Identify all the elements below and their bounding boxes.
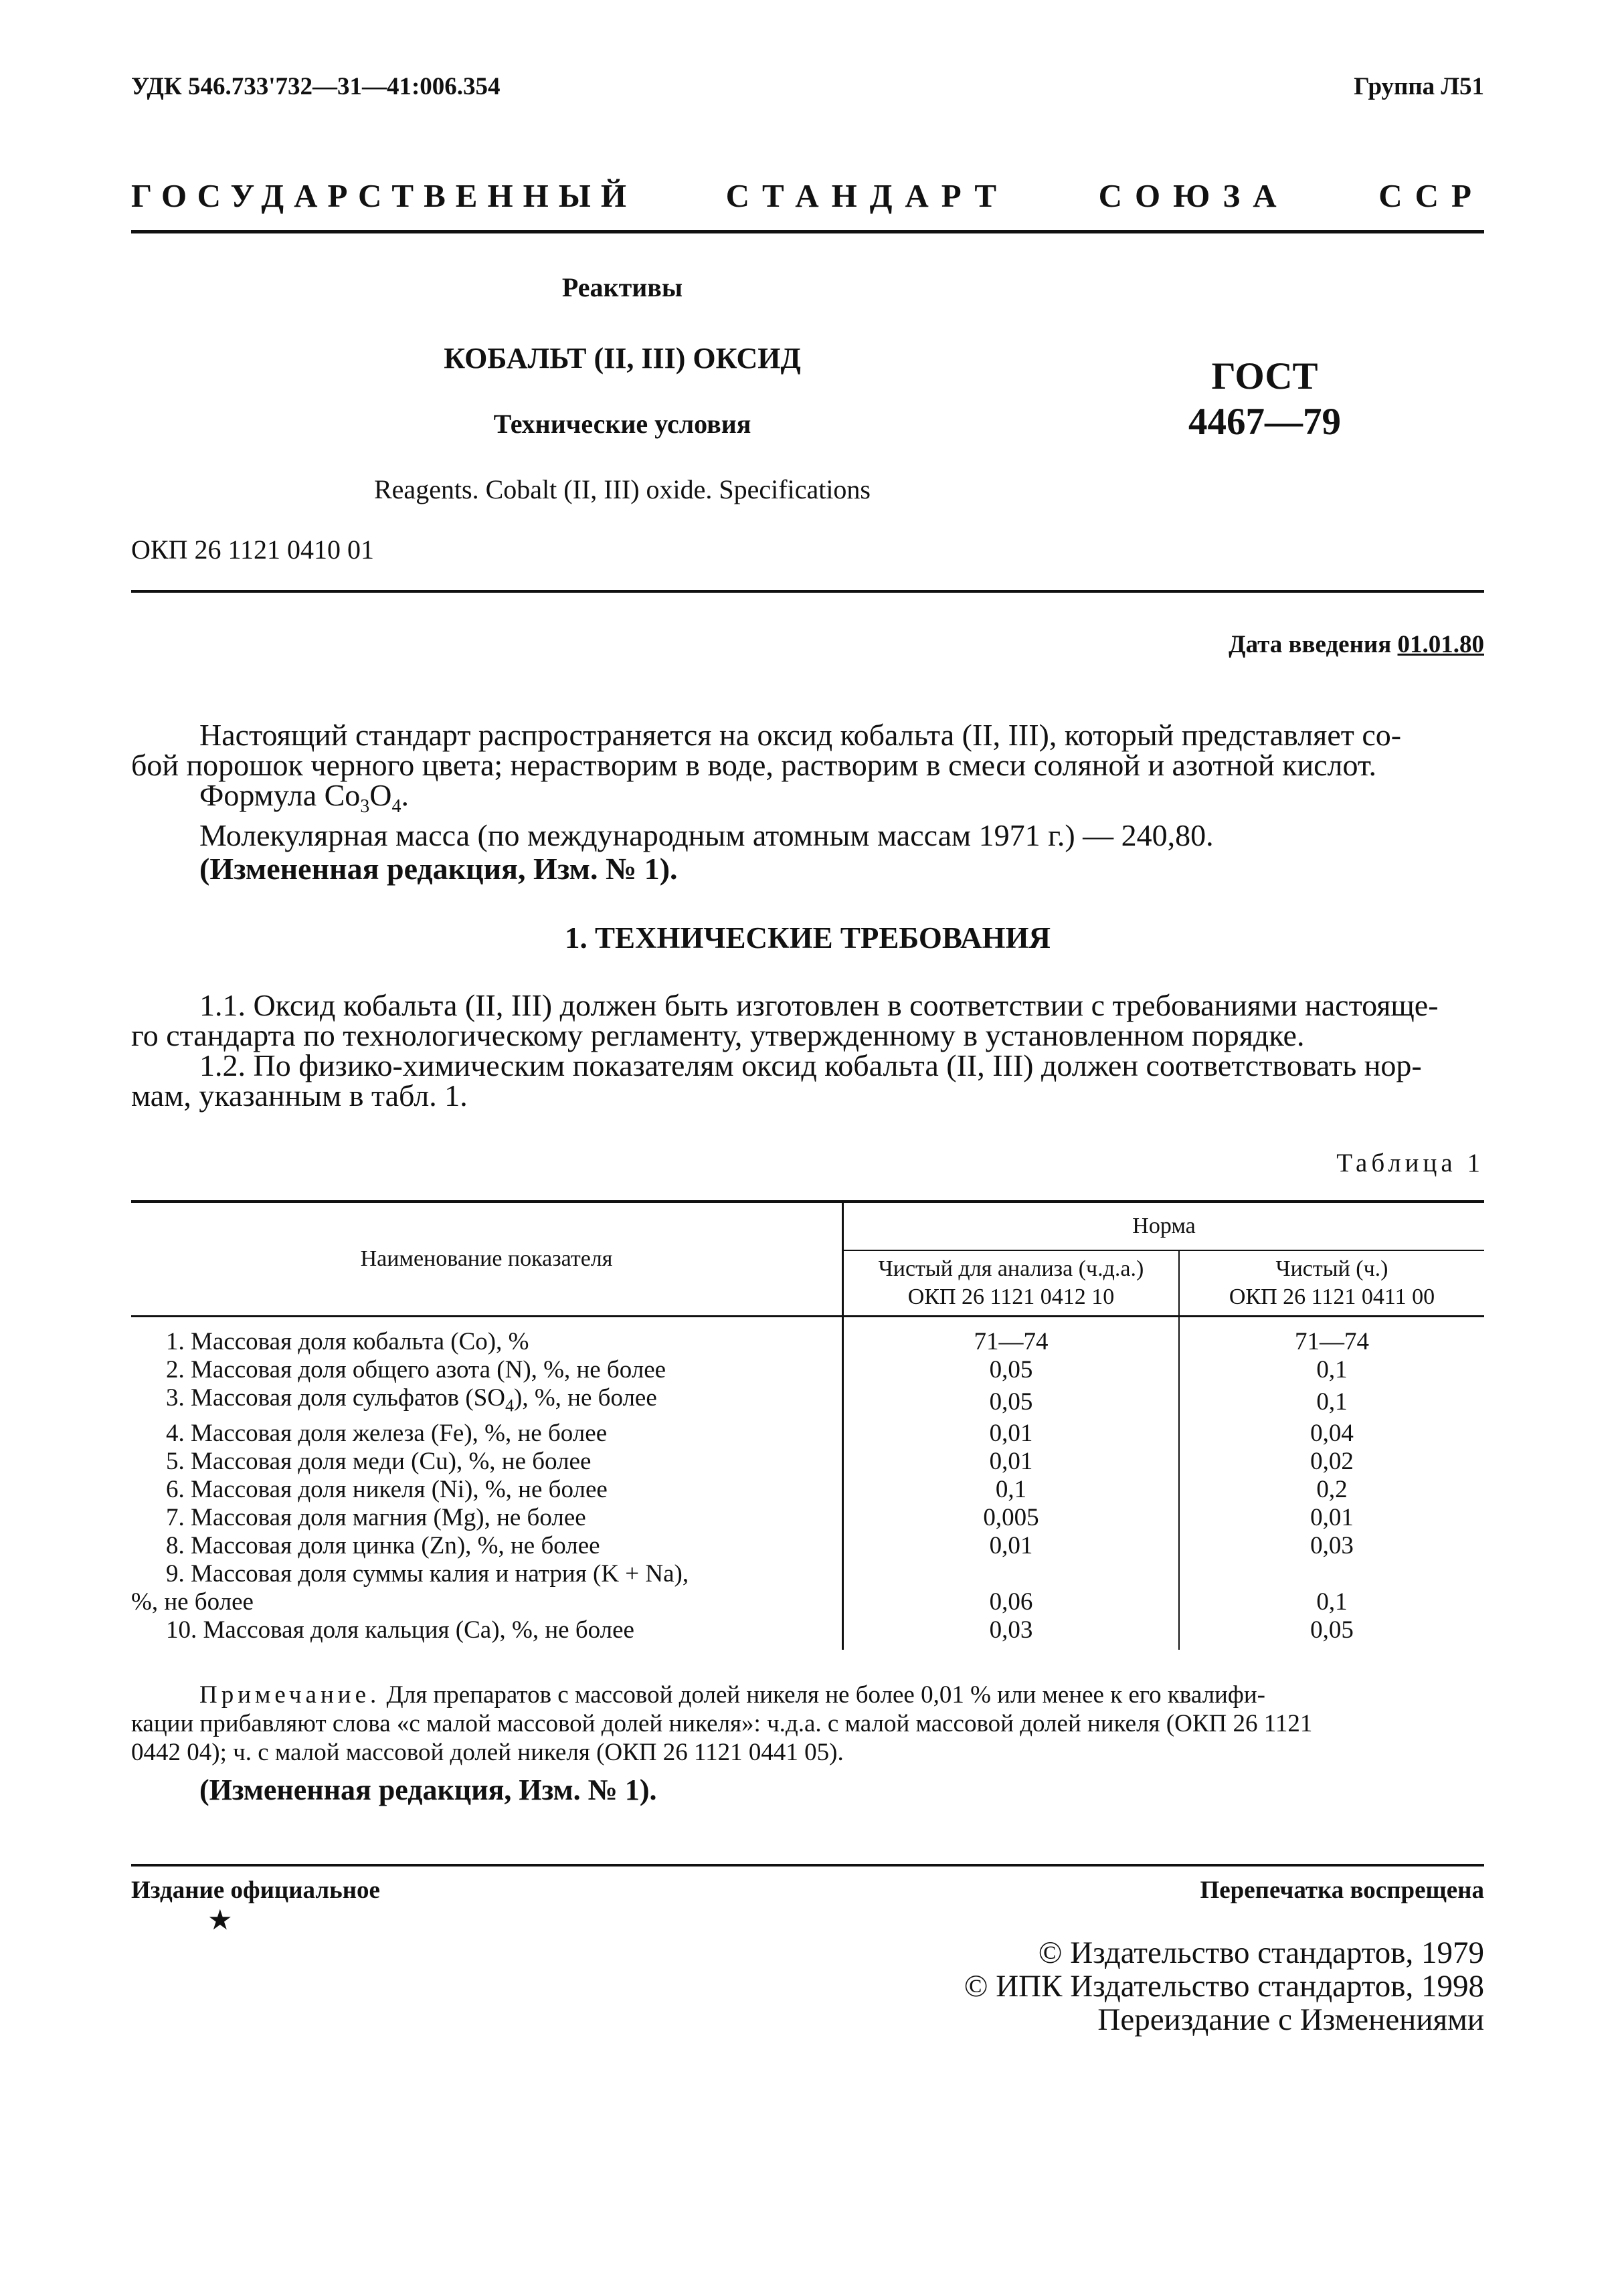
row-indicator: 9. Массовая доля суммы калия и натрия (K + Na), [166,1560,689,1588]
document-subtitle: Технические условия [493,409,751,439]
table-row [131,1532,1484,1560]
intro-amendment: (Измененная редакция, Изм. № 1). [199,852,678,886]
intro-date-value: 01.01.80 [1397,631,1484,658]
pure-grade-okp: ОКП 26 1121 0411 00 [1229,1284,1435,1309]
row-indicator-pre: 3. Массовая доля сульфатов (SO [166,1384,506,1412]
gost-number: 4467—79 [1188,401,1341,443]
analytical-grade-label: Чистый для анализа (ч.д.а.) [878,1256,1144,1281]
specification-table [131,1203,1484,1650]
copyright-1998: © ИПК Издательство стандартов, 1998 [964,1969,1484,2004]
intro-date [1229,630,1484,659]
formula-o: O [369,778,392,812]
row-value-analytical: 0,01 [843,1448,1180,1476]
analytical-grade-okp: ОКП 26 1121 0412 10 [907,1284,1115,1309]
row-value-analytical: 0,05 [843,1384,1180,1420]
footer-rule [131,1864,1484,1867]
column-header-pure-grade [1179,1250,1484,1317]
table-row [131,1384,1484,1420]
gov-word-4: ССР [1378,177,1484,214]
molecular-mass-line: Молекулярная масса (по международным атомным массам 1971 г.) — 240,80. [199,818,1214,852]
row-value-analytical: 0,06 [843,1588,1180,1616]
star-icon: ★ [207,1905,233,1936]
formula-sub-2: 4 [391,796,401,818]
note-line-3: 0442 04); ч. с малой массовой долей никеля (ОКП 26 1121 0441 05). [131,1739,844,1766]
formula-label: Формула Co [199,778,361,812]
row-indicator [131,1384,843,1420]
row-value-pure: 0,02 [1179,1448,1484,1476]
table-row [131,1448,1484,1476]
row-value-analytical: 0,01 [843,1420,1180,1448]
row-indicator: 6. Массовая доля никеля (Ni), %, не более [166,1476,608,1504]
clause-1-1-line-2: го стандарта по технологическому регламенту, утвержденному в установленном порядке. [131,1018,1305,1052]
note-line-2: кации прибавляют слова «с малой массовой долей никеля»: ч.д.а. с малой массовой долей никеля (ОКП 26 1121 [131,1710,1313,1737]
table-row [131,1616,1484,1650]
row-indicator: 2. Массовая доля общего азота (N), %, не более [166,1356,666,1383]
column-header-analytical-grade [843,1250,1180,1317]
table-row [131,1476,1484,1504]
row-indicator-sub: 4 [505,1396,515,1416]
substance-title: КОБАЛЬТ (II, III) ОКСИД [444,342,801,375]
formula-line [131,780,409,822]
okp-code: ОКП 26 1121 0410 01 [131,535,374,565]
row-value-pure: 0,05 [1179,1616,1484,1650]
official-edition: Издание официальное [131,1877,380,1904]
note-line-1 [199,1681,1265,1709]
table-row [131,1356,1484,1384]
row-value-analytical: 0,1 [843,1476,1180,1504]
column-header-indicator: Наименование показателя [360,1246,613,1271]
state-standard-heading [131,177,1484,215]
english-title: Reagents. Cobalt (II, III) oxide. Specifications [374,474,871,504]
row-indicator: 8. Массовая доля цинка (Zn), %, не более [166,1532,600,1560]
intro-line-2: бой порошок черного цвета; нерастворим в воде, растворим в смеси соляной и азотной кислот. [131,748,1376,782]
row-value-pure: 0,1 [1179,1588,1484,1616]
formula-sub-1: 3 [360,796,370,818]
row-value-pure: 0,2 [1179,1476,1484,1504]
row-value-analytical: 0,03 [843,1616,1180,1650]
intro-date-label: Дата введения [1229,631,1392,658]
clause-1-2-line-1: 1.2. По физико-химическим показателям оксид кобальта (II, III) должен соответствовать нор- [199,1048,1422,1082]
table-row [131,1317,1484,1356]
note-amendment: (Измененная редакция, Изм. № 1). [199,1774,657,1806]
row-value-analytical: 0,01 [843,1532,1180,1560]
row-value-pure: 0,1 [1179,1356,1484,1384]
table-caption: Таблица 1 [1336,1149,1484,1177]
top-rule [131,230,1484,233]
note-text-1: Для препаратов с массовой долей никеля не более 0,01 % или менее к его квалифи- [380,1681,1265,1709]
gov-word-3: СОЮЗА [1098,177,1289,214]
category-title: Реактивы [561,272,683,302]
table-row [131,1420,1484,1448]
row-value-analytical: 0,05 [843,1356,1180,1384]
row-value-pure: 0,03 [1179,1532,1484,1560]
row-value-pure: 0,1 [1179,1384,1484,1420]
row-indicator: 1. Массовая доля кобальта (Co), % [166,1328,529,1355]
copyright-1979: © Издательство стандартов, 1979 [1038,1935,1484,1970]
row-value-pure: 0,04 [1179,1420,1484,1448]
clause-1-2-line-2: мам, указанным в табл. 1. [131,1078,468,1113]
group-code: Группа Л51 [1354,73,1484,100]
row-value-pure: 0,01 [1179,1504,1484,1532]
table-row-continuation [131,1588,1484,1616]
row-value-pure: 71—74 [1179,1317,1484,1356]
row-indicator: 10. Массовая доля кальция (Ca), %, не более [166,1616,634,1644]
pure-grade-label: Чистый (ч.) [1275,1256,1388,1281]
gov-word-1: ГОСУДАРСТВЕННЫЙ [131,177,636,214]
row-value-analytical: 0,005 [843,1504,1180,1532]
clause-1-1-line-1: 1.1. Оксид кобальта (II, III) должен быть изготовлен в соответствии с требованиями настояще- [199,988,1439,1022]
udk-code: УДК 546.733'732—31—41:006.354 [131,73,501,100]
column-header-norm: Норма [843,1203,1485,1250]
row-indicator: 7. Массовая доля магния (Mg), не более [166,1504,586,1532]
row-indicator-post: ), %, не более [514,1384,657,1412]
row-indicator: 5. Массовая доля меди (Cu), %, не более [166,1448,592,1476]
section-heading: 1. ТЕХНИЧЕСКИЕ ТРЕБОВАНИЯ [564,921,1051,955]
note-label: Примечание. [199,1681,381,1709]
gost-label: ГОСТ [1211,355,1318,397]
intro-line-1: Настоящий стандарт распространяется на оксид кобальта (II, III), который представляет со- [199,718,1402,752]
reissue-note: Переиздание с Изменениями [1097,2002,1484,2037]
row-value-pure-empty [1179,1560,1484,1588]
table-row [131,1504,1484,1532]
formula-end: . [401,778,410,812]
row-value-analytical: 71—74 [843,1317,1180,1356]
reprint-prohibited: Перепечатка воспрещена [1200,1877,1484,1904]
row-indicator-continuation: %, не более [131,1588,254,1616]
gov-word-2: СТАНДАРТ [725,177,1010,214]
row-value-analytical-empty [843,1560,1180,1588]
row-indicator: 4. Массовая доля железа (Fe), %, не более [166,1420,608,1448]
title-bottom-rule [131,590,1484,593]
table-row [131,1560,1484,1588]
